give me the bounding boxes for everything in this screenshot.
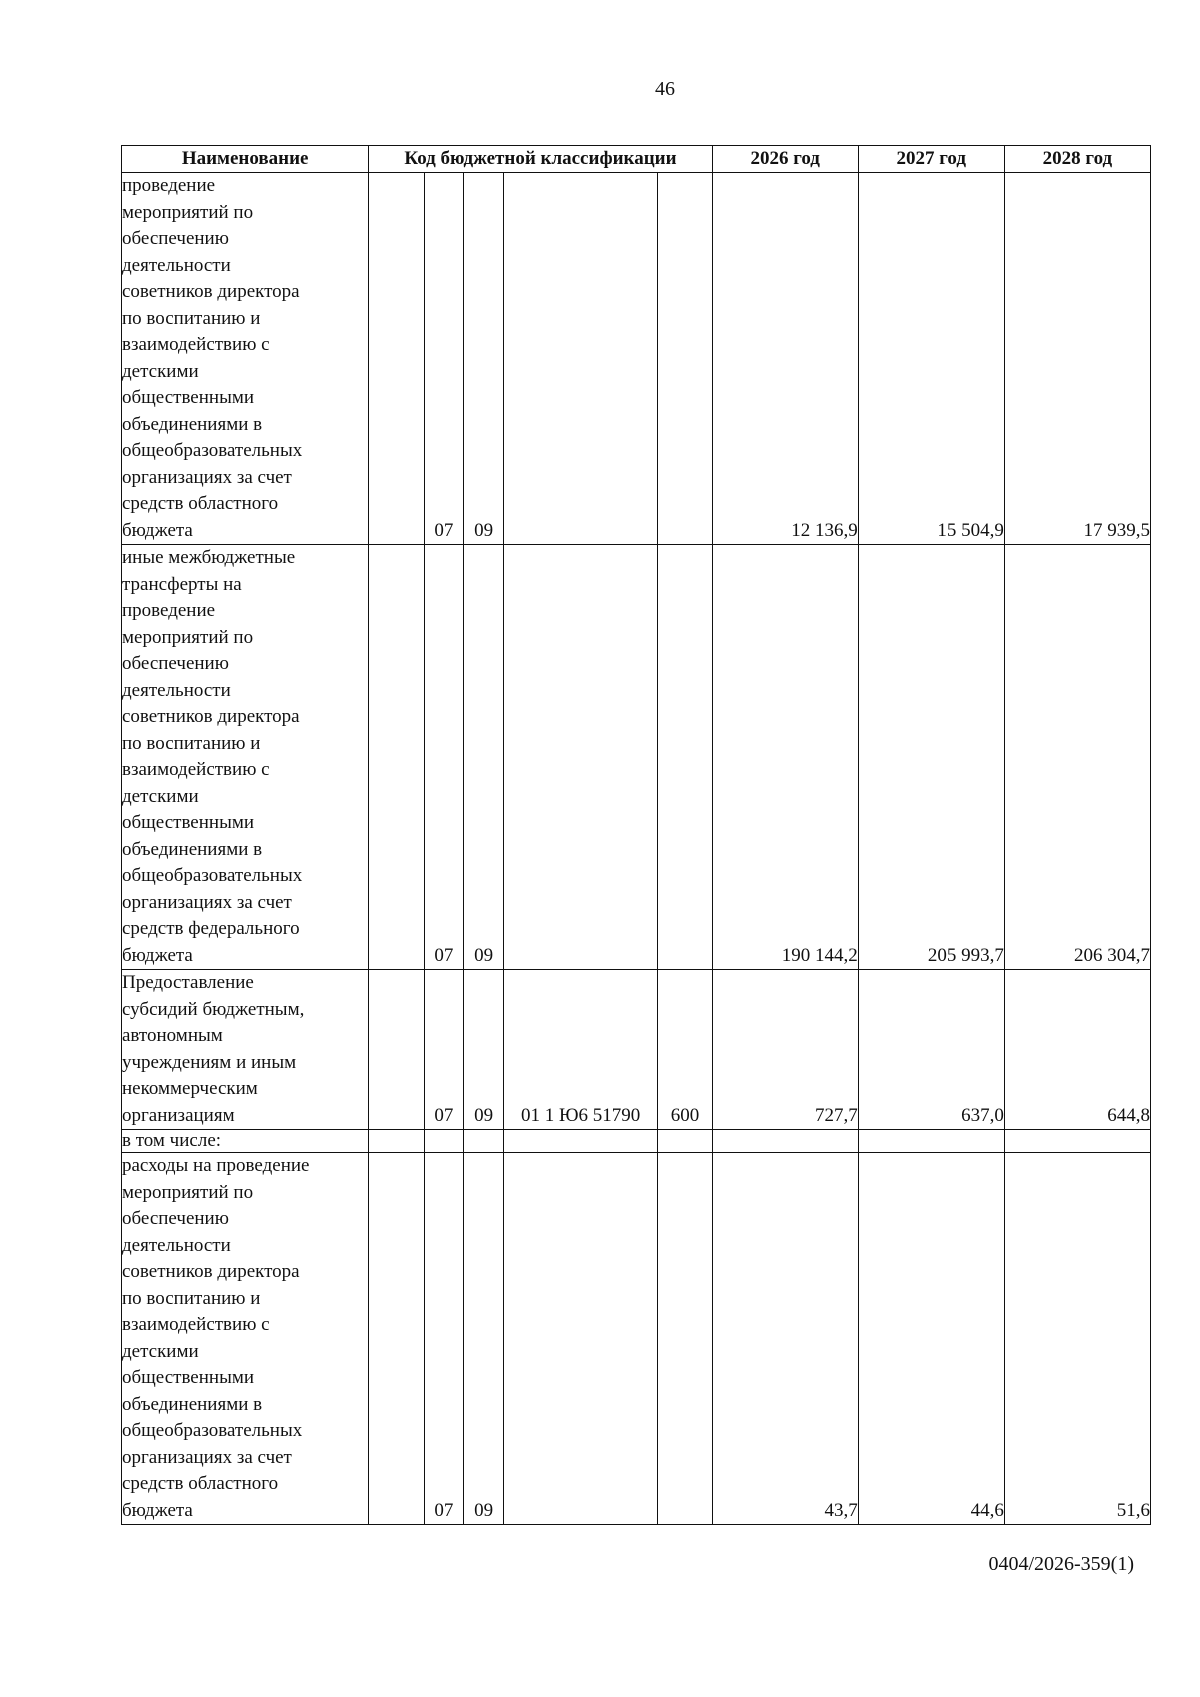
code-expense-type: 600 bbox=[658, 970, 712, 1130]
row-name: расходы на проведение мероприятий по обеспечению деятельности советников директора по воспитанию и взаимодействию с детскими общественными объединениями в общеобразовательных организациях за счет средств областного бюджета bbox=[122, 1153, 369, 1525]
code-subsection: 09 bbox=[464, 545, 504, 970]
code-target-article bbox=[503, 173, 657, 545]
value-2026: 727,7 bbox=[712, 970, 858, 1130]
row-name: в том числе: bbox=[122, 1130, 369, 1153]
code-expense-type bbox=[658, 1130, 712, 1153]
value-2027: 15 504,9 bbox=[858, 173, 1004, 545]
value-2027: 637,0 bbox=[858, 970, 1004, 1130]
budget-table bbox=[121, 145, 1151, 1525]
table-row bbox=[122, 1153, 1151, 1525]
header-name: Наименование bbox=[122, 146, 369, 173]
value-2027: 44,6 bbox=[858, 1153, 1004, 1525]
code-part-1 bbox=[369, 545, 424, 970]
value-2026: 190 144,2 bbox=[712, 545, 858, 970]
code-target-article bbox=[503, 545, 657, 970]
header-code: Код бюджетной классификации bbox=[369, 146, 712, 173]
document-registration-code: 0404/2026-359(1) bbox=[988, 1553, 1134, 1575]
table-row bbox=[122, 545, 1151, 970]
row-name: иные межбюджетные трансферты на проведение мероприятий по обеспечению деятельности советников директора по воспитанию и взаимодействию с детскими общественными объединениями в общеобразовательных организациях за счет средств федерального бюджета bbox=[122, 545, 369, 970]
code-target-article bbox=[503, 1153, 657, 1525]
value-2026: 12 136,9 bbox=[712, 173, 858, 545]
code-part-1 bbox=[369, 173, 424, 545]
code-subsection: 09 bbox=[464, 173, 504, 545]
header-2027: 2027 год bbox=[858, 146, 1004, 173]
row-name: Предоставление субсидий бюджетным, автономным учреждениям и иным некоммерческим организациям bbox=[122, 970, 369, 1130]
header-2026: 2026 год bbox=[712, 146, 858, 173]
code-subsection: 09 bbox=[464, 970, 504, 1130]
code-section bbox=[424, 1130, 464, 1153]
value-2028 bbox=[1004, 1130, 1150, 1153]
code-subsection: 09 bbox=[464, 1153, 504, 1525]
code-section: 07 bbox=[424, 1153, 464, 1525]
table-row bbox=[122, 970, 1151, 1130]
page-number: 46 bbox=[655, 78, 675, 100]
value-2026 bbox=[712, 1130, 858, 1153]
value-2028: 17 939,5 bbox=[1004, 173, 1150, 545]
code-target-article bbox=[503, 1130, 657, 1153]
code-expense-type bbox=[658, 545, 712, 970]
code-target-article: 01 1 Ю6 51790 bbox=[503, 970, 657, 1130]
value-2028: 644,8 bbox=[1004, 970, 1150, 1130]
code-part-1 bbox=[369, 970, 424, 1130]
code-section: 07 bbox=[424, 173, 464, 545]
code-expense-type bbox=[658, 1153, 712, 1525]
code-subsection bbox=[464, 1130, 504, 1153]
value-2027 bbox=[858, 1130, 1004, 1153]
table-row bbox=[122, 173, 1151, 545]
value-2026: 43,7 bbox=[712, 1153, 858, 1525]
table-row bbox=[122, 1130, 1151, 1153]
code-section: 07 bbox=[424, 970, 464, 1130]
code-section: 07 bbox=[424, 545, 464, 970]
code-part-1 bbox=[369, 1130, 424, 1153]
value-2027: 205 993,7 bbox=[858, 545, 1004, 970]
header-2028: 2028 год bbox=[1004, 146, 1150, 173]
row-name: проведение мероприятий по обеспечению деятельности советников директора по воспитанию и взаимодействию с детскими общественными объединениями в общеобразовательных организациях за счет средств областного бюджета bbox=[122, 173, 369, 545]
value-2028: 51,6 bbox=[1004, 1153, 1150, 1525]
value-2028: 206 304,7 bbox=[1004, 545, 1150, 970]
code-expense-type bbox=[658, 173, 712, 545]
code-part-1 bbox=[369, 1153, 424, 1525]
table-header-row bbox=[122, 146, 1151, 173]
